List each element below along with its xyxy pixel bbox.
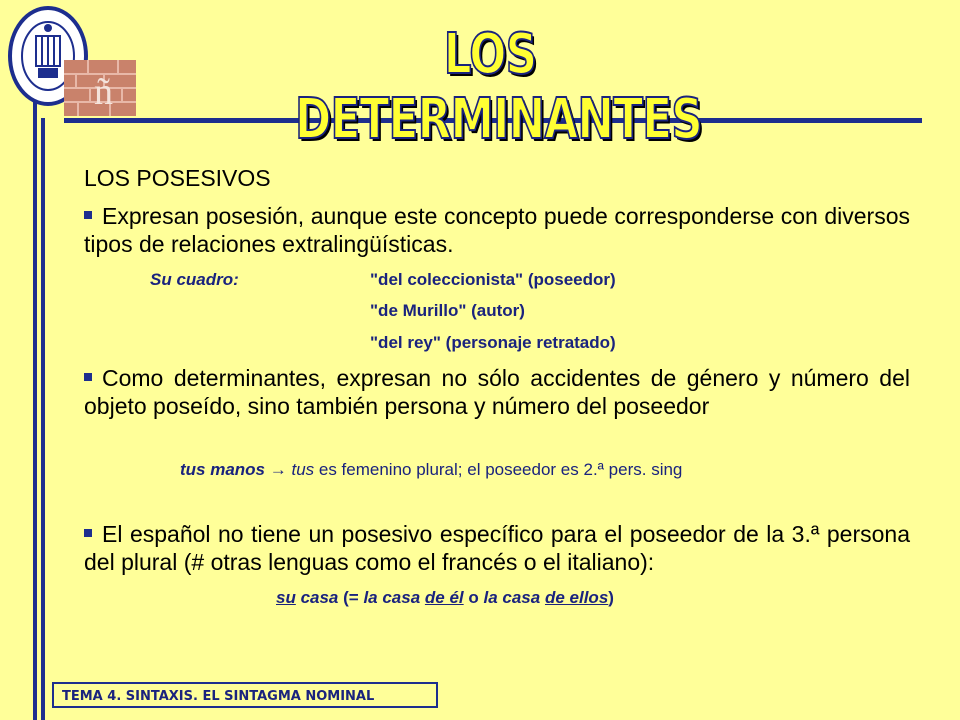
bullet-icon [84,211,92,219]
bullet-2 [84,364,910,420]
example-1-part1: tus manos → [180,460,292,479]
page-title: LOS DETERMINANTES [295,22,702,152]
frame-left-line-outer [33,100,37,720]
example-2-close: ) [608,588,614,607]
bullet-icon [84,529,92,537]
example-2-eq: (= [338,588,364,607]
frame-left-line-inner [41,118,45,720]
brick-n-logo [64,60,136,116]
example-2-o: o [463,588,484,607]
example-2-de-el: de él [424,588,464,607]
example-2-de-ellos: de ellos [544,588,609,607]
bullet-1 [84,202,910,258]
section-heading: LOS POSESIVOS [84,165,271,191]
example-su-casa [276,588,614,608]
cuadro-item-1: "del coleccionista" (poseedor) [370,270,616,289]
example-2-casa: casa [295,588,339,607]
example-tus-manos [180,460,682,480]
example-1-part3: es femenino plural; el poseedor es 2.ª pers. sing [314,460,683,479]
bullet-2-text: Como determinantes, expresan no sólo accidentes de género y número del objeto poseído, sino también persona y número del poseedor [84,365,910,419]
example-2-la-casa-2: la casa [483,588,541,607]
example-2-la-casa-1: la casa [363,588,421,607]
footer-label: TEMA 4. SINTAXIS. EL SINTAGMA NOMINAL [52,682,438,708]
brick-glyph: ñ [94,71,113,113]
cuadro-item-2: "de Murillo" (autor) [370,301,525,320]
cuadro-label: Su cuadro: [150,270,239,289]
cuadro-item-3: "del rey" (personaje retratado) [370,333,616,352]
example-1-part2: tus [291,460,315,479]
bullet-icon [84,373,92,381]
bullet-1-text: Expresan posesión, aunque este concepto puede corresponderse con diversos tipos de relaciones extralingüísticas. [84,203,910,257]
bullet-3 [84,520,910,576]
bullet-3-text: El español no tiene un posesivo específico para el poseedor de la 3.ª persona del plural (# otras lenguas como el francés o el italiano): [84,521,910,575]
example-2-su: su [276,588,296,607]
